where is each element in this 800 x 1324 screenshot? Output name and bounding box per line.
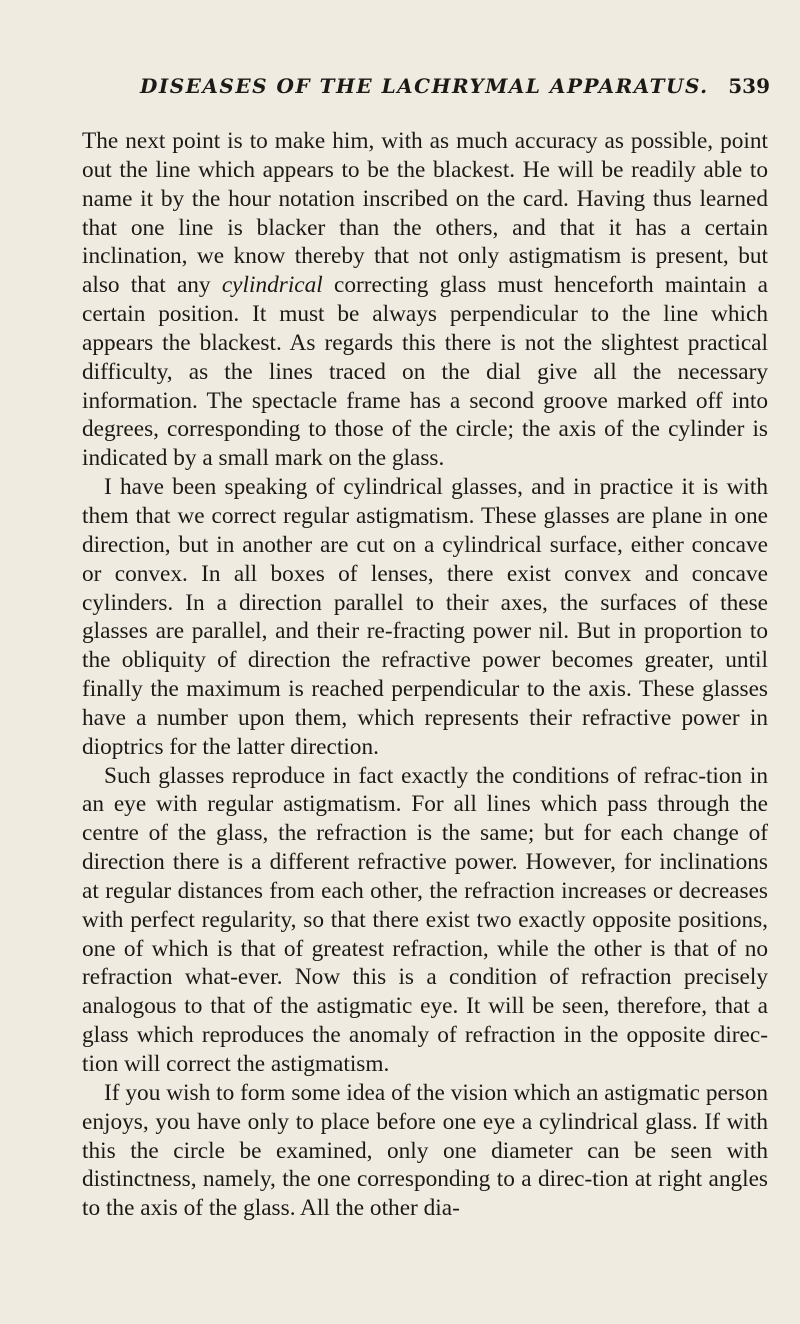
paragraph-3: Such glasses reproduce in fact exactly the conditions of refrac-tion in an eye with regular astigmatism. For all lines which pass through the centre of the glass, the refraction is the same; but for each change of direction there is a different refractive power. However, for inclinations at regular distances from each other, the refraction increases or decreases with perfect regularity, so that there exist two exactly opposite positions, one of which is that of greatest refraction, while the other is that of no refraction what-ever. Now this is a condition of refraction precisely analogous to that of the astigmatic eye. It will be seen, therefore, that a glass which reproduces the anomaly of refraction in the opposite direc-tion will correct the astigmatism. [82, 762, 768, 1077]
body-text [82, 127, 768, 1223]
paragraph-2: I have been speaking of cylindrical glasses, and in practice it is with them that we correct regular astigmatism. These glasses are plane in one direction, but in another are cut on a cylindrical surface, either concave or convex. In all boxes of lenses, there exist convex and concave cylinders. In a direction parallel to their axes, the surfaces of these glasses are parallel, and their re-fracting power nil. But in proportion to the obliquity of direction the refractive power becomes greater, until finally the maximum is reached perpendicular to the axis. These glasses have a number upon them, which represents their refractive power in dioptrics for the latter direction. [82, 474, 768, 760]
running-title: DISEASES OF THE LACHRYMAL APPARATUS. [140, 74, 709, 98]
paragraph-1 [82, 127, 768, 473]
paragraph-1-text-a: The next point is to make him, with as much accuracy as possible, point out the line which appears to be the blackest. He will be readily able to name it by the hour notation inscribed on the card. Having thus learned that one line is blacker than the others, and that it has a certain inclination, we know thereby that not only astigmatism is present, but also that any [82, 128, 768, 299]
page-number: 539 [728, 74, 770, 98]
italic-term-cylindrical: cylindrical [221, 272, 323, 299]
running-head [140, 74, 770, 98]
paragraph-1-text-b: correcting glass must henceforth maintain a certain position. It must be always perpendicular to the line which appears the blackest. As regards this there is not the slightest practical difficulty, as the lines traced on the dial give all the necessary information. The spectacle frame has a second groove marked off into degrees, corresponding to those of the circle; the axis of the cylinder is indicated by a small mark on the glass. [82, 272, 768, 472]
paragraph-4: If you wish to form some idea of the vision which an astigmatic person enjoys, you have only to place before one eye a cylindrical glass. If with this the circle be examined, only one diameter can be seen with distinctness, namely, the one corresponding to a direc-tion at right angles to the axis of the glass. All the other dia- [82, 1079, 768, 1222]
